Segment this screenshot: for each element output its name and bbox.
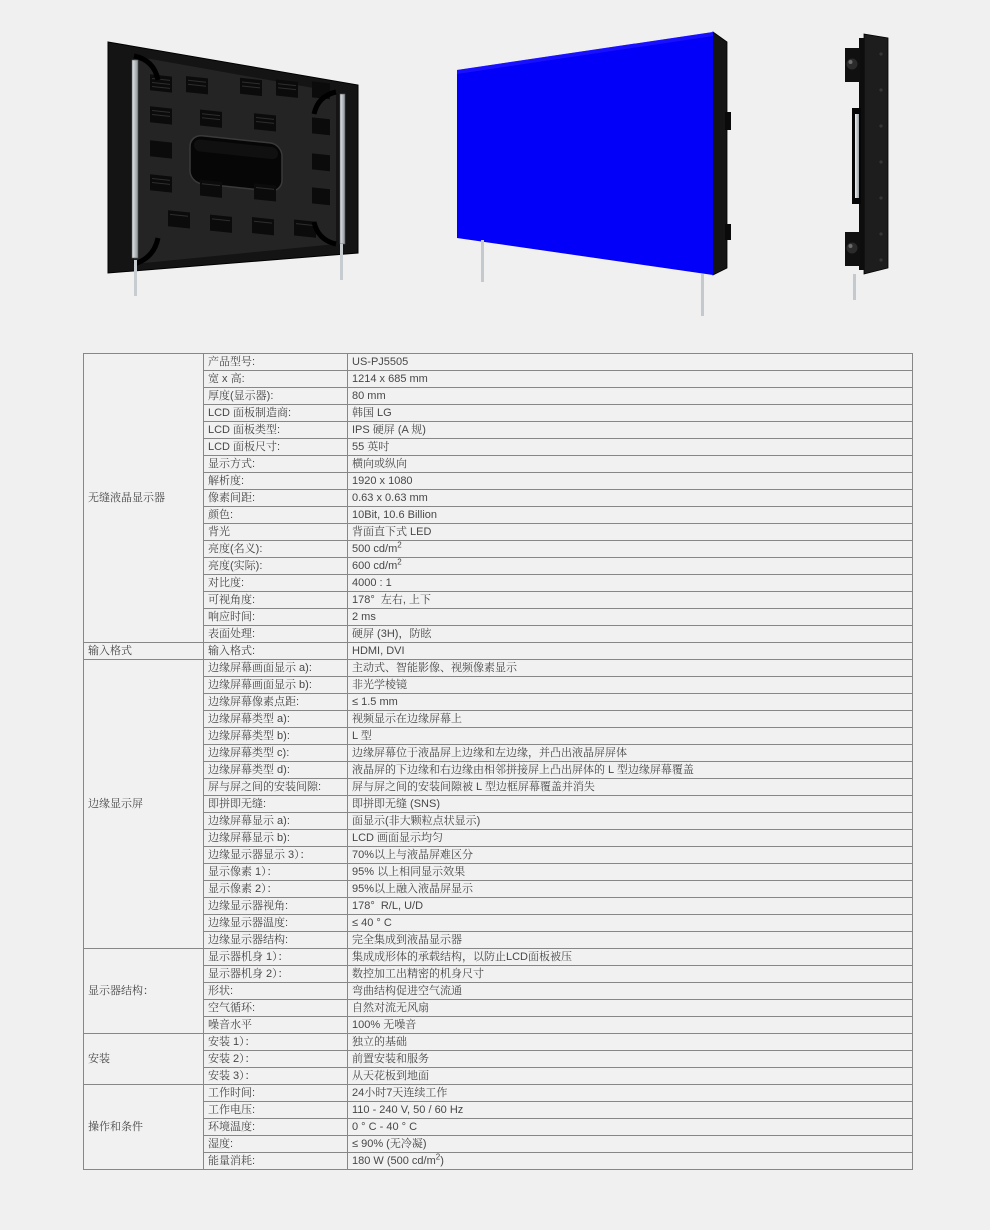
spec-row: [84, 660, 913, 677]
spec-row: [84, 422, 913, 439]
spec-row: [84, 830, 913, 847]
spec-value-cell: 2 ms: [348, 609, 913, 626]
spec-row: [84, 762, 913, 779]
spec-label-cell: 即拼即无缝:: [204, 796, 348, 813]
spec-row: [84, 1000, 913, 1017]
spec-value-cell: 独立的基础: [348, 1034, 913, 1051]
spec-label-cell: 边缘屏幕类型 a):: [204, 711, 348, 728]
spec-label-cell: 边缘显示器显示 3）：: [204, 847, 348, 864]
spec-value-cell: 即拼即无缝 (SNS): [348, 796, 913, 813]
spec-label-cell: 像素间距:: [204, 490, 348, 507]
spec-label-cell: 显示器机身 2）：: [204, 966, 348, 983]
spec-value-cell: 液晶屏的下边缘和右边缘由相邻拼接屏上凸出屏体的 L 型边缘屏幕覆盖: [348, 762, 913, 779]
spec-category-cell: 安装: [84, 1034, 204, 1085]
spec-row: [84, 439, 913, 456]
spec-value-cell: 硬屏 (3H)，防眩: [348, 626, 913, 643]
spec-row: [84, 694, 913, 711]
product-side-view-image: [838, 28, 898, 300]
spec-row: [84, 983, 913, 1000]
spec-category-cell: 操作和条件: [84, 1085, 204, 1170]
spec-label-cell: 环境温度:: [204, 1119, 348, 1136]
spec-row: [84, 575, 913, 592]
spec-value-cell: 110 - 240 V, 50 / 60 Hz: [348, 1102, 913, 1119]
spec-value-cell: 弯曲结构促进空气流通: [348, 983, 913, 1000]
spec-value-cell: 500 $cd/m^2$: [348, 541, 913, 558]
spec-value-cell: 4000 : 1: [348, 575, 913, 592]
spec-label-cell: 亮度(实际):: [204, 558, 348, 575]
spec-label-cell: 表面处理:: [204, 626, 348, 643]
spec-row: [84, 1051, 913, 1068]
spec-value-cell: 自然对流无风扇: [348, 1000, 913, 1017]
spec-value-cell: 背面直下式 LED: [348, 524, 913, 541]
spec-row: [84, 1102, 913, 1119]
spec-value-cell: 屏与屏之间的安装间隙被 L 型边框屏幕覆盖并消失: [348, 779, 913, 796]
spec-label-cell: 输入格式:: [204, 643, 348, 660]
spec-row: [84, 405, 913, 422]
spec-row: [84, 949, 913, 966]
spec-label-cell: 工作电压:: [204, 1102, 348, 1119]
spec-value-cell: 数控加工出精密的机身尺寸: [348, 966, 913, 983]
spec-label-cell: 边缘屏幕类型 d):: [204, 762, 348, 779]
spec-row: [84, 864, 913, 881]
spec-value-cell: 主动式、智能影像、视频像素显示: [348, 660, 913, 677]
spec-label-cell: 形状:: [204, 983, 348, 1000]
spec-row: [84, 745, 913, 762]
spec-value-cell: ≤ 40 ° C: [348, 915, 913, 932]
spec-label-cell: 颜色:: [204, 507, 348, 524]
spec-value-cell: 10Bit, 10.6 Billion: [348, 507, 913, 524]
spec-label-cell: 边缘显示器视角:: [204, 898, 348, 915]
spec-label-cell: 背光: [204, 524, 348, 541]
spec-label-cell: 工作时间:: [204, 1085, 348, 1102]
spec-value-cell: 178° R/L, U/D: [348, 898, 913, 915]
spec-value-cell: 180 W (500 $cd/m^2$): [348, 1153, 913, 1170]
spec-value-cell: US-PJ5505: [348, 354, 913, 371]
spec-row: [84, 643, 913, 660]
spec-row: [84, 881, 913, 898]
product-rear-view-image: [90, 30, 380, 302]
spec-label-cell: 厚度(显示器):: [204, 388, 348, 405]
spec-value-cell: 178° 左右, 上下: [348, 592, 913, 609]
spec-row: [84, 1017, 913, 1034]
spec-value-cell: L 型: [348, 728, 913, 745]
spec-label-cell: 边缘屏幕画面显示 b):: [204, 677, 348, 694]
spec-row: [84, 507, 913, 524]
spec-row: [84, 1153, 913, 1170]
spec-value-cell: 非光学棱镜: [348, 677, 913, 694]
spec-row: [84, 490, 913, 507]
spec-label-cell: 边缘屏幕像素点距:: [204, 694, 348, 711]
spec-row: [84, 711, 913, 728]
spec-table-body: [84, 354, 913, 1170]
spec-row: [84, 1119, 913, 1136]
spec-value-cell: ≤ 1.5 mm: [348, 694, 913, 711]
spec-value-cell: 0.63 x 0.63 mm: [348, 490, 913, 507]
spec-value-cell: 完全集成到液晶显示器: [348, 932, 913, 949]
spec-row: [84, 813, 913, 830]
spec-label-cell: 边缘显示器结构:: [204, 932, 348, 949]
spec-value-cell: 边缘屏幕位于液晶屏上边缘和左边缘，并凸出液晶屏屏体: [348, 745, 913, 762]
spec-row: [84, 558, 913, 575]
spec-row: [84, 388, 913, 405]
spec-label-cell: 亮度(名义):: [204, 541, 348, 558]
spec-row: [84, 728, 913, 745]
spec-label-cell: 屏与屏之间的安装间隙:: [204, 779, 348, 796]
spec-label-cell: 响应时间:: [204, 609, 348, 626]
spec-label-cell: LCD 面板制造商:: [204, 405, 348, 422]
spec-row: [84, 779, 913, 796]
spec-value-cell: 韩国 LG: [348, 405, 913, 422]
spec-label-cell: 显示像素 1）：: [204, 864, 348, 881]
spec-row: [84, 524, 913, 541]
spec-label-cell: 对比度:: [204, 575, 348, 592]
spec-row: [84, 677, 913, 694]
spec-value-cell: 前置安装和服务: [348, 1051, 913, 1068]
spec-row: [84, 932, 913, 949]
spec-row: [84, 898, 913, 915]
product-front-view-image: [428, 16, 733, 316]
spec-category-cell: 无缝液晶显示器: [84, 354, 204, 643]
spec-label-cell: 可视角度:: [204, 592, 348, 609]
spec-value-cell: LCD 画面显示均匀: [348, 830, 913, 847]
spec-row: [84, 847, 913, 864]
spec-row: [84, 592, 913, 609]
spec-label-cell: 边缘屏幕类型 b):: [204, 728, 348, 745]
spec-row: [84, 626, 913, 643]
spec-value-cell: 0 ° C - 40 ° C: [348, 1119, 913, 1136]
spec-row: [84, 371, 913, 388]
spec-label-cell: LCD 面板类型:: [204, 422, 348, 439]
spec-label-cell: 安装 3）：: [204, 1068, 348, 1085]
spec-label-cell: 显示器机身 1）：: [204, 949, 348, 966]
spec-row: [84, 1068, 913, 1085]
spec-value-cell: ≤ 90% (无冷凝): [348, 1136, 913, 1153]
spec-value-cell: 面显示(非大颗粒点状显示): [348, 813, 913, 830]
spec-value-cell: 100% 无噪音: [348, 1017, 913, 1034]
spec-value-cell: 视频显示在边缘屏幕上: [348, 711, 913, 728]
spec-value-cell: 95% 以上相同显示效果: [348, 864, 913, 881]
spec-category-cell: 显示器结构：: [84, 949, 204, 1034]
spec-value-cell: 1214 x 685 mm: [348, 371, 913, 388]
spec-row: [84, 915, 913, 932]
spec-label-cell: LCD 面板尺寸:: [204, 439, 348, 456]
spec-label-cell: 宽 x 高:: [204, 371, 348, 388]
spec-label-cell: 显示方式:: [204, 456, 348, 473]
spec-label-cell: 解析度:: [204, 473, 348, 490]
spec-value-cell: 70%以上与液晶屏难区分: [348, 847, 913, 864]
spec-category-cell: 输入格式: [84, 643, 204, 660]
spec-value-cell: IPS 硬屏 (A 规): [348, 422, 913, 439]
spec-label-cell: 安装 2）：: [204, 1051, 348, 1068]
spec-value-cell: 55 英吋: [348, 439, 913, 456]
spec-value-cell: 从天花板到地面: [348, 1068, 913, 1085]
spec-value-cell: HDMI, DVI: [348, 643, 913, 660]
spec-label-cell: 安装 1）：: [204, 1034, 348, 1051]
spec-label-cell: 显示像素 2）：: [204, 881, 348, 898]
spec-row: [84, 1034, 913, 1051]
spec-row: [84, 1085, 913, 1102]
spec-label-cell: 边缘显示器温度:: [204, 915, 348, 932]
spec-label-cell: 能量消耗:: [204, 1153, 348, 1170]
spec-value-cell: 600 $cd/m^2$: [348, 558, 913, 575]
spec-row: [84, 796, 913, 813]
spec-value-cell: 集成成形体的承载结构，以防止LCD面板被压: [348, 949, 913, 966]
spec-label-cell: 边缘屏幕显示 b):: [204, 830, 348, 847]
spec-row: [84, 966, 913, 983]
spec-value-cell: 横向或纵向: [348, 456, 913, 473]
spec-label-cell: 产品型号:: [204, 354, 348, 371]
spec-value-cell: 80 mm: [348, 388, 913, 405]
spec-value-cell: 95%以上融入液晶屏显示: [348, 881, 913, 898]
spec-label-cell: 噪音水平: [204, 1017, 348, 1034]
spec-table: [83, 353, 913, 1170]
spec-label-cell: 边缘屏幕显示 a):: [204, 813, 348, 830]
spec-category-cell: 边缘显示屏: [84, 660, 204, 949]
spec-label-cell: 湿度:: [204, 1136, 348, 1153]
spec-label-cell: 空气循环:: [204, 1000, 348, 1017]
spec-value-cell: 1920 x 1080: [348, 473, 913, 490]
spec-row: [84, 354, 913, 371]
spec-row: [84, 473, 913, 490]
spec-value-cell: 24小时7天连续工作: [348, 1085, 913, 1102]
product-renders: [0, 0, 990, 345]
spec-row: [84, 1136, 913, 1153]
spec-label-cell: 边缘屏幕类型 c):: [204, 745, 348, 762]
spec-row: [84, 456, 913, 473]
spec-row: [84, 609, 913, 626]
spec-row: [84, 541, 913, 558]
spec-label-cell: 边缘屏幕画面显示 a):: [204, 660, 348, 677]
